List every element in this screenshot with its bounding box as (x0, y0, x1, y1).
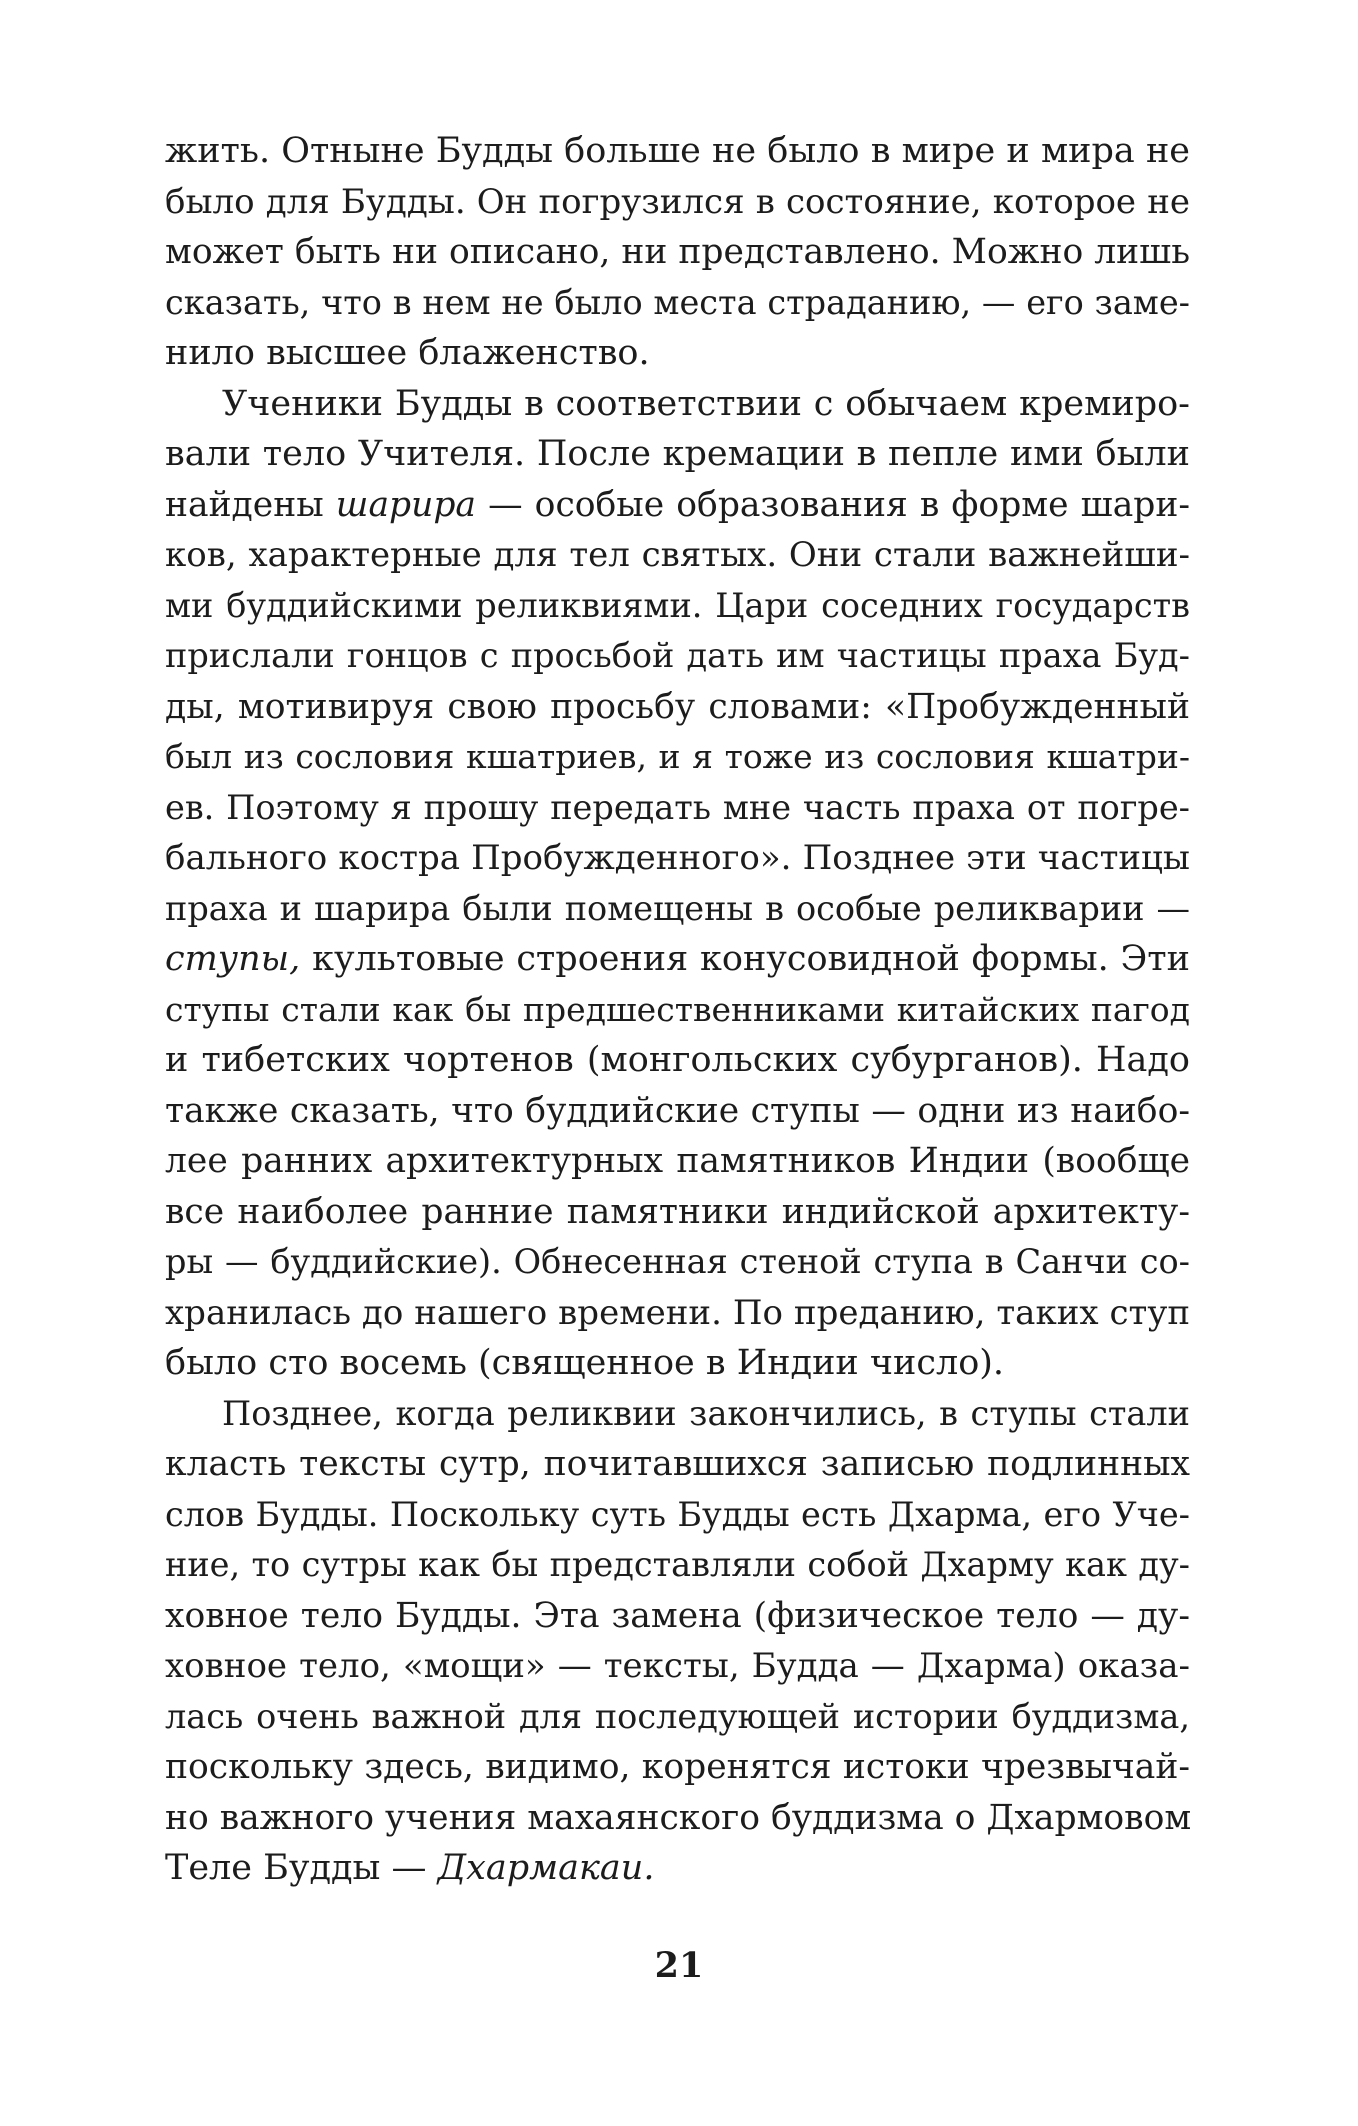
text-line: но важного учения махаянского буддизма о Дхармовом (165, 1797, 1192, 1838)
paragraph-1 (165, 126, 1190, 379)
text-line (165, 480, 1190, 531)
text-line: ховное тело Будды. Эта замена (физическое тело — ду- (165, 1595, 1190, 1636)
text-line: был из сословия кшатриев, и я тоже из сословия кшатри- (165, 737, 1190, 776)
text-line: и тибетских чортенов (монгольских субурганов). Надо (165, 1040, 1190, 1080)
text-line: жить. Отныне Будды больше не было в мире и мира не (165, 131, 1190, 171)
text-line: ков, характерные для тел святых. Они стали важнейши- (165, 535, 1190, 575)
text-line: поскольку здесь, видимо, коренятся истоки чрезвычай- (165, 1747, 1190, 1787)
text-line: ев. Поэтому я прошу передать мне часть праха от погре- (165, 787, 1190, 827)
italic-term-stupy: ступы, (165, 939, 301, 979)
text-line: вали тело Учителя. После кремации в пепле ими были (165, 434, 1190, 474)
text-fragment: найдены (165, 484, 336, 525)
text-line: праха и шарира были помещены в особые реликварии — (165, 888, 1190, 928)
text-line: класть тексты сутр, почитавшихся записью подлинных (165, 1444, 1190, 1484)
text-line: Позднее, когда реликвии закончились, в ступы стали (222, 1393, 1190, 1433)
italic-term-sharira: шарира (335, 484, 476, 525)
text-line: может быть ни описано, ни представлено. Можно лишь (165, 232, 1190, 272)
text-line: также сказать, что буддийские ступы — одни из наибо- (165, 1090, 1190, 1131)
text-line: было сто восемь (священное в Индии число). (165, 1343, 1005, 1383)
text-line (165, 1843, 1190, 1894)
page-text (165, 126, 1190, 1894)
paragraph-3 (165, 1389, 1190, 1894)
paragraph-2 (165, 379, 1190, 1389)
text-line: нило высшее блаженство. (165, 333, 650, 373)
text-line: сказать, что в нем не было места страданию, — его заме- (165, 282, 1190, 322)
text-line: хранилась до нашего времени. По преданию, таких ступ (165, 1292, 1190, 1333)
text-fragment: Теле Будды — (165, 1848, 438, 1888)
text-line: было для Будды. Он погрузился в состояние, которое не (165, 181, 1190, 222)
text-fragment: — особые образования в форме шари- (475, 484, 1190, 525)
text-line: слов Будды. Поскольку суть Будды есть Дхарма, его Уче- (165, 1494, 1190, 1534)
text-line: ры — буддийские). Обнесенная стеной ступа в Санчи со- (165, 1242, 1190, 1281)
text-line: Ученики Будды в соответствии с обычаем кремиро- (222, 383, 1190, 424)
page-number: 21 (654, 1945, 704, 1986)
italic-term-dharmakaya: Дхармакаи. (437, 1848, 655, 1888)
text-line: все наиболее ранние памятники индийской архитекту- (165, 1191, 1190, 1232)
text-fragment: культовые строения конусовидной формы. Эти (300, 939, 1190, 979)
text-line: ми буддийскими реликвиями. Цари соседних государств (165, 585, 1190, 625)
text-line: ды, мотивируя свою просьбу словами: «Пробужденный (165, 686, 1190, 727)
text-line: лее ранних архитектурных памятников Индии (вообще (165, 1141, 1190, 1181)
text-line: прислали гонцов с просьбой дать им частицы праха Буд- (165, 636, 1190, 675)
text-line: ховное тело, «мощи» — тексты, Будда — Дхарма) оказа- (165, 1646, 1190, 1686)
text-line: ступы стали как бы предшественниками китайских пагод (165, 989, 1190, 1029)
text-line: бального костра Пробужденного». Позднее эти частицы (165, 838, 1190, 878)
text-line: ние, то сутры как бы представляли собой Дхарму как ду- (165, 1545, 1190, 1584)
text-line (165, 934, 1190, 985)
text-line: лась очень важной для последующей истории буддизма, (165, 1696, 1190, 1736)
